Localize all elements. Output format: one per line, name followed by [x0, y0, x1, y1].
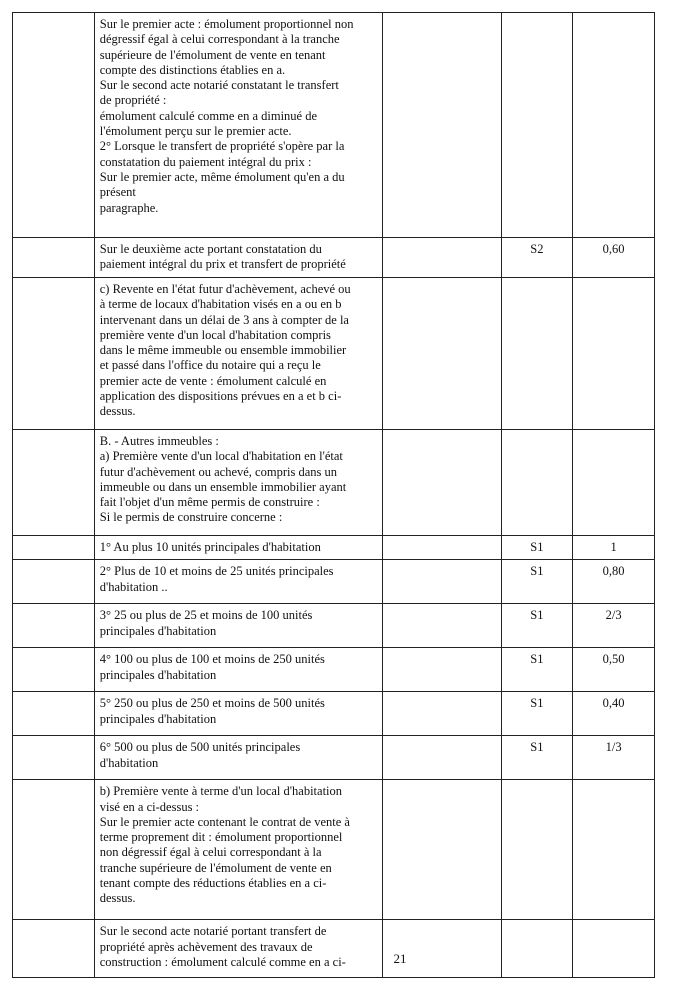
empty-cell [383, 560, 501, 604]
description-line: propriété après achèvement des travaux de [99, 939, 313, 954]
empty-cell [383, 238, 501, 278]
description-line: dessus. [99, 891, 136, 906]
tarif-cell: S1 [501, 648, 573, 692]
article-cell [13, 278, 95, 430]
description-line: 2° Plus de 10 et moins de 25 unités principales [99, 564, 334, 579]
article-cell [13, 430, 95, 536]
coefficient-cell: 1/3 [573, 736, 655, 780]
description-line: dessus. [99, 404, 136, 419]
coefficient-cell: 2/3 [573, 604, 655, 648]
description-line: construction : émolument calculé comme en a ci- [99, 954, 346, 969]
description-line: d'habitation .. [99, 579, 168, 594]
description-line: immeuble ou dans un ensemble immobilier ayant [99, 479, 347, 494]
article-cell [13, 13, 95, 238]
coefficient-cell: 0,40 [573, 692, 655, 736]
description-line: Sur le premier acte, même émolument qu'en a du [99, 169, 345, 184]
table-row [13, 648, 655, 692]
article-cell [13, 780, 95, 920]
description-line: supérieure de l'émolument de vente en tenant [99, 47, 326, 62]
article-cell [13, 692, 95, 736]
description-line: constatation du paiement intégral du prix : [99, 154, 312, 169]
description-cell [94, 13, 383, 238]
description-line: Sur le second acte notarié portant transfert de [99, 924, 327, 939]
empty-cell [383, 692, 501, 736]
tarif-cell: S1 [501, 604, 573, 648]
table-row [13, 736, 655, 780]
empty-cell [383, 13, 501, 238]
table-row [13, 430, 655, 536]
description-line: non dégressif égal à celui correspondant à la [99, 845, 322, 860]
empty-cell [383, 736, 501, 780]
description-line: compte des distinctions établies en a. [99, 62, 286, 77]
tarif-cell: S1 [501, 692, 573, 736]
description-line: l'émolument perçu sur le premier acte. [99, 124, 292, 139]
tarif-cell [501, 780, 573, 920]
description-line: tranche supérieure de l'émolument de vente en [99, 860, 332, 875]
empty-cell [383, 920, 501, 978]
description-line: à terme de locaux d'habitation visés en a ou en b [99, 297, 342, 312]
description-line: 1° Au plus 10 unités principales d'habitation [99, 540, 321, 554]
description-line: 4° 100 ou plus de 100 et moins de 250 unités [99, 652, 325, 667]
description-line: B. - Autres immeubles : [99, 434, 219, 448]
table-row [13, 13, 655, 238]
description-cell [94, 560, 383, 604]
empty-cell [383, 536, 501, 560]
description-line: a) Première vente d'un local d'habitation en l'état [99, 449, 343, 464]
article-cell [13, 604, 95, 648]
empty-cell [383, 430, 501, 536]
article-cell [13, 238, 95, 278]
article-cell [13, 648, 95, 692]
coefficient-cell: 0,80 [573, 560, 655, 604]
description-cell [94, 648, 383, 692]
table-row [13, 920, 655, 978]
article-cell [13, 920, 95, 978]
description-line: dans le même immeuble ou ensemble immobilier [99, 343, 347, 358]
coefficient-cell [573, 278, 655, 430]
description-line: principales d'habitation [99, 711, 217, 726]
description-line: visé en a ci-dessus : [99, 799, 200, 814]
description-line: c) Revente en l'état futur d'achèvement, achevé ou [99, 282, 351, 296]
description-cell [94, 692, 383, 736]
description-line: futur d'achèvement ou achevé, compris dans un [99, 464, 337, 479]
coefficient-cell: 1 [573, 536, 655, 560]
description-line: tenant compte des réductions établies en a ci- [99, 876, 327, 891]
description-line: 3° 25 ou plus de 25 et moins de 100 unités [99, 608, 313, 623]
table-row [13, 560, 655, 604]
description-line: 6° 500 ou plus de 500 unités principales [99, 740, 301, 755]
page-number: 21 [393, 951, 407, 966]
description-cell [94, 736, 383, 780]
description-line: Sur le deuxième acte portant constatation du [99, 242, 322, 256]
description-line: 5° 250 ou plus de 250 et moins de 500 unités [99, 696, 325, 711]
description-line: de propriété : [99, 93, 167, 108]
description-line: Sur le premier acte contenant le contrat de vente à [99, 814, 350, 829]
description-line: application des dispositions prévues en a et b ci- [99, 389, 342, 404]
coefficient-cell [573, 430, 655, 536]
description-cell [94, 238, 383, 278]
article-cell [13, 736, 95, 780]
description-line: b) Première vente à terme d'un local d'habitation [99, 784, 343, 799]
table-row [13, 278, 655, 430]
description-line: d'habitation [99, 755, 159, 770]
description-cell [94, 278, 383, 430]
table-row [13, 536, 655, 560]
table-row [13, 604, 655, 648]
tarif-cell: S1 [501, 560, 573, 604]
description-cell [94, 430, 383, 536]
coefficient-cell [573, 780, 655, 920]
description-line: premier acte de vente : émolument calculé en [99, 373, 327, 388]
description-line: et passé dans l'office du notaire qui a reçu le [99, 358, 321, 373]
tarif-cell: S1 [501, 736, 573, 780]
description-line: émolument calculé comme en a diminué de [99, 108, 318, 123]
coefficient-cell: 0,50 [573, 648, 655, 692]
empty-cell [383, 278, 501, 430]
description-line: dégressif égal à celui correspondant à la tranche [99, 32, 340, 47]
description-line: principales d'habitation [99, 623, 217, 638]
description-line: intervenant dans un délai de 3 ans à compter de la [99, 312, 349, 327]
tarif-cell [501, 430, 573, 536]
description-line: paiement intégral du prix et transfert de propriété [99, 257, 346, 272]
description-line: présent [99, 185, 136, 200]
tarif-cell: S2 [501, 238, 573, 278]
empty-cell [383, 648, 501, 692]
empty-cell [383, 604, 501, 648]
tarif-cell [501, 13, 573, 238]
article-cell [13, 560, 95, 604]
description-cell [94, 536, 383, 560]
description-line: Sur le second acte notarié constatant le transfert [99, 78, 339, 93]
description-line: fait l'objet d'un même permis de construire : [99, 495, 320, 510]
description-cell [94, 780, 383, 920]
coefficient-cell: 0,60 [573, 238, 655, 278]
description-line: 2° Lorsque le transfert de propriété s'opère par la [99, 139, 345, 154]
description-line: paragraphe. [99, 200, 159, 215]
description-line: Sur le premier acte : émolument proportionnel non [99, 17, 354, 31]
description-line: terme proprement dit : émolument proportionnel [99, 830, 343, 845]
coefficient-cell [573, 13, 655, 238]
table-row [13, 692, 655, 736]
tarif-cell [501, 920, 573, 978]
empty-cell [383, 780, 501, 920]
description-line: première vente d'un local d'habitation compris [99, 327, 331, 342]
tarif-cell: S1 [501, 536, 573, 560]
table-row [13, 238, 655, 278]
description-line: principales d'habitation [99, 667, 217, 682]
description-line: Si le permis de construire concerne : [99, 510, 283, 525]
coefficient-cell [573, 920, 655, 978]
table-row [13, 780, 655, 920]
tarif-cell [501, 278, 573, 430]
tariff-table [12, 12, 655, 978]
article-cell [13, 536, 95, 560]
description-cell [94, 604, 383, 648]
description-cell [94, 920, 383, 978]
